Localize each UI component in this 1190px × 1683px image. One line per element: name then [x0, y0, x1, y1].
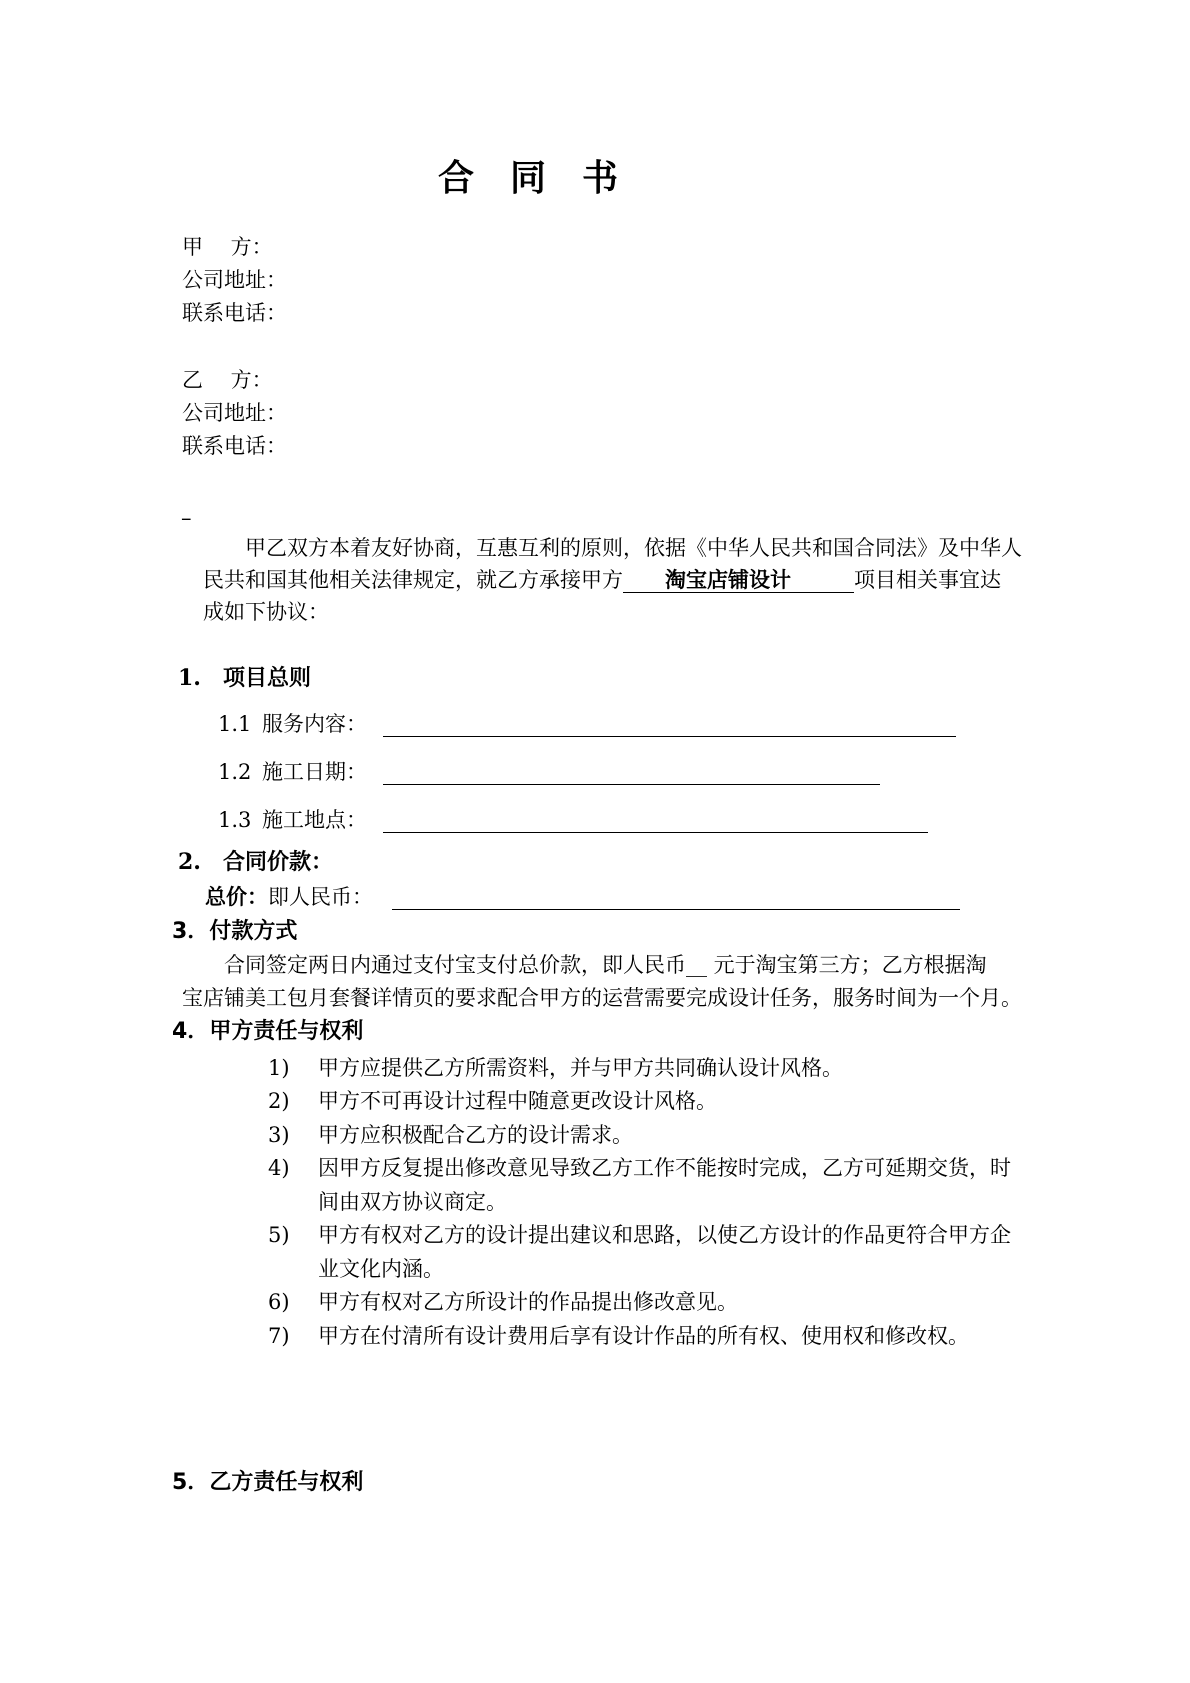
clause-4-item-5-number: 5) [268, 1223, 290, 1247]
section-1-number: 1. [178, 665, 201, 691]
clause-4-item-4-text: 因甲方反复提出修改意见导致乙方工作不能按时完成，乙方可延期交货，时 [318, 1156, 1011, 1180]
section-3-title: 付款方式 [209, 919, 298, 944]
section-5-heading [172, 1469, 363, 1497]
clause-1-2-blank-line [383, 759, 880, 785]
project-name: 淘宝店铺设计 [665, 568, 791, 592]
intro-line-3: 成如下协议： [203, 600, 329, 624]
clause-1-3-number: 1.3 [218, 808, 252, 832]
clause-4-item-4-text-line-2: 间由双方协议商定。 [318, 1190, 507, 1214]
clause-1-1-label: 服务内容： [262, 712, 367, 736]
clause-1-3-row [218, 807, 367, 833]
section-5-number: 5． [172, 1470, 210, 1495]
section-3-number: 3． [172, 919, 210, 944]
section-1-title: 项目总则 [223, 666, 312, 691]
clause-4-item-2-text: 甲方不可再设计过程中随意更改设计风格。 [318, 1089, 717, 1113]
clause-1-2-row [218, 759, 367, 785]
clause-4-item-6-number: 6) [268, 1290, 290, 1314]
payment-paragraph-line-2: 宝店铺美工包月套餐详情页的要求配合甲方的运营需要完成设计任务，服务时间为一个月。 [182, 986, 1022, 1010]
clause-4-item-2 [268, 1088, 717, 1114]
clause-4-item-3-number: 3) [268, 1123, 290, 1147]
intro-line-2-pre: 民共和国其他相关法律规定，就乙方承接甲方 [203, 568, 623, 592]
blank-pad-right [791, 568, 854, 592]
clause-1-2-label: 施工日期： [262, 760, 367, 784]
section-4-heading [172, 1018, 363, 1046]
contract-title: 合 同 书 [438, 157, 619, 199]
clause-1-1-blank-line [383, 711, 956, 737]
section-2-heading [178, 848, 333, 877]
intro-line-2 [203, 567, 1001, 593]
clause-4-item-3 [268, 1122, 633, 1148]
separator-dash: – [181, 506, 192, 530]
payment-paragraph-line-1: 合同签定两日内通过支付宝支付总价款，即人民币__ 元于淘宝第三方；乙方根据淘 [224, 953, 987, 977]
intro-line-2-post: 项目相关事宜达 [854, 568, 1001, 592]
total-price-blank-line [392, 884, 960, 910]
clause-4-item-7-number: 7) [268, 1324, 290, 1348]
project-name-blank [623, 568, 854, 593]
section-5-title: 乙方责任与权利 [209, 1470, 364, 1495]
clause-4-item-2-number: 2) [268, 1089, 290, 1113]
clause-4-item-1 [268, 1055, 843, 1081]
clause-1-3-label: 施工地点： [262, 808, 367, 832]
clause-4-item-3-text: 甲方应积极配合乙方的设计需求。 [318, 1123, 633, 1147]
party-a-address-label: 公司地址： [182, 268, 287, 292]
section-1-heading [178, 664, 311, 693]
party-b-address-label: 公司地址： [182, 401, 287, 425]
total-price-label: 总价： [205, 885, 268, 909]
party-a-phone-label: 联系电话： [182, 301, 287, 325]
clause-1-2-number: 1.2 [218, 760, 252, 784]
party-a-name-label: 甲 方： [182, 235, 273, 259]
clause-4-item-4-number: 4) [268, 1156, 290, 1180]
clause-4-item-5-text: 甲方有权对乙方的设计提出建议和思路，以使乙方设计的作品更符合甲方企 [318, 1223, 1011, 1247]
party-b-phone-label: 联系电话： [182, 434, 287, 458]
clause-4-item-5-text-line-2: 业文化内涵。 [318, 1257, 444, 1281]
section-2-number: 2. [178, 849, 201, 875]
clause-4-item-6 [268, 1289, 738, 1315]
total-price-rest: 即人民币： [268, 885, 373, 909]
section-3-heading [172, 918, 297, 946]
total-price-row [205, 884, 373, 910]
clause-4-item-7 [268, 1323, 969, 1349]
clause-4-item-1-number: 1) [268, 1056, 290, 1080]
blank-pad-left [623, 568, 665, 592]
intro-line-1: 甲乙双方本着友好协商，互惠互利的原则，依据《中华人民共和国合同法》及中华人 [245, 536, 1022, 560]
clause-4-item-4 [268, 1155, 1011, 1181]
clause-1-3-blank-line [383, 807, 928, 833]
clause-4-item-7-text: 甲方在付清所有设计费用后享有设计作品的所有权、使用权和修改权。 [318, 1324, 969, 1348]
section-4-number: 4． [172, 1019, 210, 1044]
clause-4-item-1-text: 甲方应提供乙方所需资料，并与甲方共同确认设计风格。 [318, 1056, 843, 1080]
party-b-name-label: 乙 方： [182, 368, 273, 392]
clause-4-item-6-text: 甲方有权对乙方所设计的作品提出修改意见。 [318, 1290, 738, 1314]
clause-1-1-number: 1.1 [218, 712, 252, 736]
section-2-title: 合同价款： [223, 850, 334, 875]
section-4-title: 甲方责任与权利 [209, 1019, 364, 1044]
clause-4-item-5 [268, 1222, 1011, 1248]
clause-1-1-row [218, 711, 367, 737]
